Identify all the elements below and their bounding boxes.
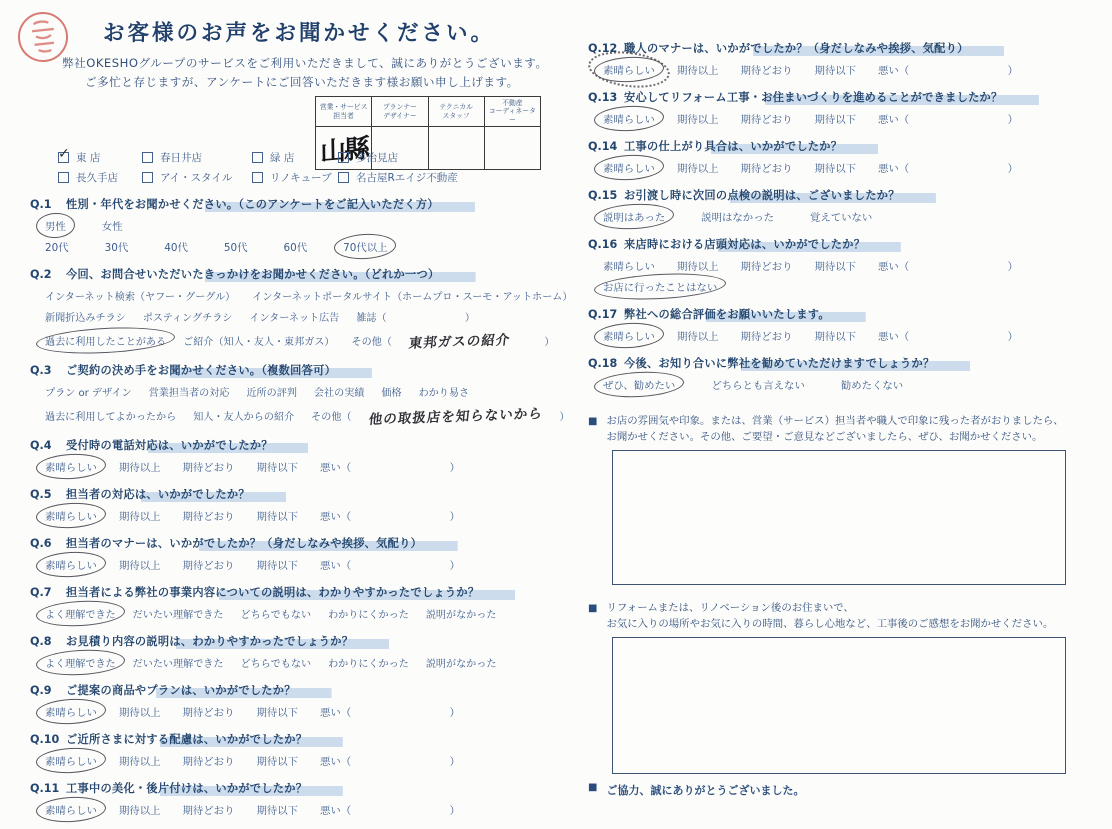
intro-line1: 弊社OKESHOグループのサービスをご利用いただきまして、誠にありがとうございます。 [62, 56, 548, 70]
signature-cell-realestate[interactable] [484, 127, 540, 170]
answer-option[interactable]: 素晴らしい [45, 704, 97, 719]
store-checkbox-group [58, 150, 458, 185]
answer-option[interactable]: ご紹介（知人・友人・東邦ガス） [183, 336, 335, 348]
answer-option[interactable]: 素晴らしい [603, 261, 655, 273]
store-label: リノキューブ [270, 172, 332, 184]
answer-option[interactable]: 20代 [45, 242, 69, 254]
page-title: お客様のお声をお聞かせください。 [103, 21, 496, 46]
answer-option[interactable]: 期待以下 [256, 805, 299, 817]
answer-option[interactable]: 期待以下 [256, 560, 299, 572]
question-q7 [30, 584, 544, 621]
question-q1 [30, 196, 544, 254]
answer-option[interactable]: よく理解できた [45, 606, 116, 621]
answer-option[interactable]: 会社の実績 [313, 388, 365, 399]
answer-option[interactable]: 悪い（ [320, 560, 352, 572]
question-title: 安心してリフォーム工事・お住まいづくりを進めることができましたか？ [624, 89, 1039, 105]
answer-option[interactable]: 過去に利用してよかったから [45, 411, 177, 423]
answer-option[interactable]: 覚えていない [809, 212, 873, 224]
answer-option[interactable]: 期待以上 [118, 511, 161, 523]
answer-option[interactable]: 期待どおり [182, 707, 235, 719]
checkbox-icon[interactable] [142, 152, 153, 163]
question-title: 工事中の美化・後片付けは、いかがでしたか？ [66, 780, 343, 796]
answer-option[interactable]: 期待以下 [256, 511, 299, 523]
store-label: 名古屋Rエイジ不動産 [356, 172, 458, 184]
answer-option[interactable]: 期待以下 [814, 114, 857, 126]
question-number: Q.6 [30, 537, 52, 550]
answer-option[interactable]: お店に行ったことはない [603, 279, 717, 294]
answer-option[interactable]: インターネット検索（ヤフー・グーグル） [45, 292, 236, 303]
answer-option[interactable]: 素晴らしい [45, 802, 97, 817]
answer-option[interactable]: 期待どおり [740, 163, 793, 175]
question-number: Q.2 [30, 268, 52, 281]
answer-option[interactable]: プラン or デザイン [45, 388, 132, 399]
checkbox-icon[interactable] [142, 172, 153, 183]
answer-option[interactable]: 期待以上 [676, 114, 719, 126]
paren-close: ） [449, 805, 460, 817]
answer-option[interactable]: 素晴らしい [603, 62, 655, 77]
paren-close: ） [449, 707, 460, 719]
checkbox-icon[interactable] [338, 152, 349, 163]
comment-section-impressions [588, 414, 1094, 585]
answer-option[interactable]: 営業担当者の対応 [148, 388, 230, 399]
answer-option[interactable]: 期待以上 [118, 462, 161, 474]
question-title: 今後、お知り合いに弊社を勧めていただけますでしょうか？ [624, 355, 971, 371]
question-q17 [588, 306, 1094, 343]
paren-close: ） [559, 411, 570, 423]
question-title: お見積り内容の説明は、わかりやすかったでしょうか？ [66, 633, 389, 649]
checkbox-checked-icon[interactable] [58, 152, 69, 163]
answer-option[interactable]: 素晴らしい [45, 753, 97, 768]
answer-option[interactable]: 期待以下 [814, 331, 857, 343]
question-number: Q.12 [588, 42, 618, 55]
paren-close: ） [464, 313, 475, 324]
answer-option[interactable]: 期待以下 [814, 163, 857, 175]
question-number: Q.14 [588, 140, 618, 153]
square-bullet-icon: ■ [588, 416, 598, 427]
staff-col-sales: 営業・サービス 担当者 [316, 97, 372, 127]
question-title: 性別・年代をお聞かせください。（このアンケートをご記入いただく方） [66, 196, 475, 212]
store-item[interactable] [252, 170, 338, 185]
thank-you-note: ■ ご協力、誠にありがとうございました。 [588, 782, 805, 798]
store-item[interactable] [142, 150, 252, 165]
answer-option[interactable]: ポスティングチラシ [142, 313, 233, 324]
question-q14 [588, 138, 1094, 175]
paren-close: ） [1007, 114, 1018, 126]
answer-option[interactable]: 期待どおり [740, 114, 793, 126]
answer-option[interactable]: 50代 [223, 242, 248, 254]
answer-option[interactable]: 知人・友人からの紹介 [193, 411, 295, 423]
question-q16 [588, 236, 1094, 294]
answer-option[interactable]: 期待以上 [118, 707, 161, 719]
right-column [588, 40, 1094, 798]
answer-option[interactable]: 期待以上 [118, 560, 161, 572]
answer-option[interactable]: 説明はあった [603, 209, 665, 224]
answer-option[interactable]: 期待どおり [740, 261, 793, 273]
paren-close: ） [1007, 331, 1018, 343]
question-title: ご提案の商品やプランは、いかがでしたか？ [66, 682, 332, 698]
left-column [30, 196, 573, 829]
answer-option[interactable]: インターネット広告 [249, 313, 340, 324]
paren-close: ） [1007, 65, 1018, 77]
question-title: ご契約の決め手をお聞かせください。（複数回答可） [66, 362, 372, 378]
question-q9 [30, 682, 544, 719]
question-number: Q.4 [30, 439, 52, 452]
question-title: 弊社への総合評価をお願いいたします。 [624, 306, 866, 322]
answer-option[interactable]: 悪い（ [878, 65, 910, 77]
intro-line2: ご多忙と存じますが、アンケートにご回答いただきます様お願い申し上げます。 [85, 74, 519, 89]
answer-option[interactable]: 素晴らしい [45, 459, 97, 474]
question-number: Q.8 [30, 635, 52, 648]
question-q2 [30, 266, 573, 352]
answer-option[interactable]: 期待どおり [182, 756, 235, 768]
question-number: Q.10 [30, 733, 60, 746]
answer-option[interactable]: 期待以下 [256, 756, 299, 768]
answer-option[interactable]: 悪い（ [320, 707, 352, 719]
answer-option[interactable]: 期待以上 [118, 805, 161, 817]
answer-option[interactable]: 期待どおり [740, 331, 793, 343]
answer-option[interactable]: 価格 [381, 388, 402, 399]
question-q15 [588, 187, 1094, 224]
comment-prompt: お店の雰囲気や印象。または、営業（サービス）担当者や職人で印象に残った者がおりましたら、 お聞かせください。その他、ご要望・ご意見などございましたら、ぜひ、お聞かせください。 [606, 415, 1064, 443]
question-q3 [30, 362, 570, 429]
question-q11 [30, 780, 544, 817]
answer-option[interactable]: 期待以上 [676, 65, 719, 77]
paren-close: ） [449, 511, 460, 523]
intro-text [62, 54, 548, 91]
answer-option[interactable]: 30代 [104, 242, 129, 254]
answer-option[interactable]: 40代 [164, 242, 188, 254]
paren-close: ） [1007, 261, 1018, 273]
question-title: 職人のマナーは、いかがでしたか？（身だしなみや挨拶、気配り） [624, 40, 1005, 56]
handwritten-signature: 山縣 [319, 133, 368, 169]
answer-option[interactable]: 悪い（ [878, 163, 910, 175]
question-title: 工事の仕上がり具合は、いかがでしたか？ [624, 138, 878, 154]
answer-option[interactable]: 素晴らしい [603, 111, 655, 126]
checkbox-icon[interactable] [338, 172, 349, 183]
question-number: Q.9 [30, 684, 52, 697]
staff-col-realestate: 不動産 コーディネーター [484, 97, 540, 127]
question-number: Q.18 [588, 357, 618, 370]
answer-option[interactable]: よく理解できた [45, 655, 116, 670]
question-q8 [30, 633, 544, 670]
answer-option[interactable]: 60代 [283, 242, 308, 254]
paren-close: ） [544, 336, 555, 348]
question-number: Q.5 [30, 488, 52, 501]
square-bullet-icon: ■ [588, 782, 598, 794]
paren-close: ） [1007, 163, 1018, 175]
answer-option[interactable]: 期待どおり [182, 511, 235, 523]
answer-option[interactable]: 素晴らしい [603, 160, 655, 175]
answer-option[interactable]: どちらとも言えない [711, 380, 805, 392]
question-number: Q.13 [588, 91, 618, 104]
store-item[interactable] [58, 170, 142, 185]
answer-option[interactable]: その他（ [351, 336, 392, 348]
checkbox-icon[interactable] [252, 172, 263, 183]
answer-option[interactable]: 新聞折込みチラシ [45, 313, 126, 324]
answer-option[interactable]: インターネットポータルサイト（ホームプロ・スーモ・アットホーム） [252, 292, 573, 303]
question-q4 [30, 437, 544, 474]
answer-option[interactable]: わかりにくかった [328, 610, 409, 621]
question-number: Q.3 [30, 364, 52, 377]
question-number: Q.17 [588, 308, 618, 321]
paren-close: ） [449, 462, 460, 474]
question-q13 [588, 89, 1094, 126]
answer-option[interactable]: 期待以下 [814, 261, 857, 273]
store-item[interactable] [338, 150, 458, 165]
store-item[interactable] [58, 150, 142, 165]
question-q6 [30, 535, 544, 572]
answer-option[interactable]: 悪い（ [320, 511, 352, 523]
comment-box[interactable] [612, 450, 1066, 585]
answer-option[interactable]: 説明がなかった [425, 659, 497, 670]
answer-option[interactable]: 悪い（ [878, 331, 910, 343]
question-q12 [588, 40, 1094, 77]
store-label: 春日井店 [160, 152, 202, 164]
paren-close: ） [449, 560, 460, 572]
answer-option[interactable]: わかり易さ [418, 388, 470, 399]
question-q10 [30, 731, 544, 768]
answer-option[interactable]: 勧めたくない [840, 380, 904, 392]
answer-option[interactable]: 70代以上 [343, 239, 387, 254]
answer-option[interactable]: 期待以下 [256, 707, 299, 719]
question-q18 [588, 355, 1094, 392]
store-label: 東 店 [76, 152, 101, 164]
answer-option[interactable]: どちらでもない [240, 659, 312, 670]
question-number: Q.7 [30, 586, 52, 599]
question-title: お引渡し時に次回の点検の説明は、ございましたか？ [624, 187, 936, 203]
answer-option[interactable]: 期待以下 [256, 462, 299, 474]
question-title: 担当者による弊社の事業内容についての説明は、わかりやすかったでしょうか？ [66, 584, 515, 600]
answer-option[interactable]: 悪い（ [320, 756, 352, 768]
answer-option[interactable]: 女性 [101, 221, 123, 233]
store-item[interactable] [252, 150, 338, 165]
answer-option[interactable]: 期待以上 [118, 756, 161, 768]
answer-option[interactable]: 素晴らしい [603, 328, 655, 343]
question-number: Q.11 [30, 782, 60, 795]
staff-col-technical: テクニカル スタッフ [428, 97, 484, 127]
answer-option[interactable]: 説明はなかった [701, 212, 774, 224]
question-number: Q.15 [588, 189, 618, 202]
paren-close: ） [449, 756, 460, 768]
handwritten-answer: 他の取扱店を知らないから [367, 405, 544, 429]
store-item[interactable] [338, 170, 458, 185]
answer-option[interactable]: 素晴らしい [45, 508, 97, 523]
comment-section-after-renovation [588, 601, 1094, 774]
answer-option[interactable]: ぜひ、勧めたい [603, 377, 675, 392]
answer-option[interactable]: 男性 [45, 218, 66, 233]
store-label: 多治見店 [356, 152, 398, 164]
answer-option[interactable]: 過去に利用したことがある [45, 333, 166, 348]
question-title: 担当者のマナーは、いかがでしたか？（身だしなみや挨拶、気配り） [66, 535, 458, 551]
store-label: アイ・スタイル [160, 172, 233, 184]
answer-option[interactable]: 悪い（ [878, 114, 910, 126]
answer-option[interactable]: 説明がなかった [425, 610, 497, 621]
staff-col-planner: プランナー デザイナー [372, 97, 428, 127]
checkbox-icon[interactable] [58, 172, 69, 183]
handwritten-answer: 東邦ガスの紹介 [407, 332, 512, 352]
answer-option[interactable]: 期待以上 [676, 163, 719, 175]
answer-option[interactable]: 期待以下 [814, 65, 857, 77]
checkbox-icon[interactable] [252, 152, 263, 163]
question-title: ご近所さまに対する配慮は、いかがでしたか？ [66, 731, 343, 747]
square-bullet-icon: ■ [588, 603, 598, 615]
answer-option[interactable]: 近所の評判 [246, 388, 297, 399]
answer-option[interactable]: 悪い（ [320, 462, 352, 474]
answer-option[interactable]: 期待以上 [676, 331, 719, 343]
question-title: 今回、お問合せいただいたきっかけをお聞かせください。（どれか一つ） [66, 266, 476, 282]
comment-prompt: リフォームまたは、リノベーション後のお住まいで、 お気に入りの場所やお気に入りの時間、暮らし心地など、工事後のご感想をお聞かせください。 [606, 602, 1054, 630]
question-number: Q.16 [588, 238, 618, 251]
question-title: 来店時における店頭対応は、いかがでしたか？ [624, 236, 901, 252]
store-label: 長久手店 [76, 172, 118, 184]
answer-option[interactable]: その他（ [311, 411, 352, 423]
answer-option[interactable]: 素晴らしい [45, 557, 97, 572]
answer-option[interactable]: 期待どおり [182, 560, 235, 572]
comment-box[interactable] [612, 637, 1066, 774]
answer-option[interactable]: 悪い（ [320, 805, 352, 817]
answer-option[interactable]: 期待以上 [676, 261, 719, 273]
answer-option[interactable]: わかりにくかった [328, 659, 409, 670]
answer-option[interactable]: 期待どおり [182, 462, 235, 474]
store-label: 緑 店 [270, 152, 295, 164]
answer-option[interactable]: だいたい理解できた [132, 659, 224, 670]
store-item[interactable] [142, 170, 252, 185]
answer-option[interactable]: どちらでもない [240, 610, 312, 621]
question-q5 [30, 486, 544, 523]
answer-option[interactable]: 悪い（ [878, 261, 910, 273]
question-number: Q.1 [30, 198, 52, 211]
answer-option[interactable]: 雑誌（ [356, 313, 387, 324]
answer-option[interactable]: 期待どおり [182, 805, 235, 817]
answer-option[interactable]: 期待どおり [740, 65, 793, 77]
answer-option[interactable]: だいたい理解できた [132, 610, 224, 621]
question-title: 受付時の電話対応は、いかがでしたか？ [66, 437, 309, 453]
question-title: 担当者の対応は、いかがでしたか？ [66, 486, 286, 502]
